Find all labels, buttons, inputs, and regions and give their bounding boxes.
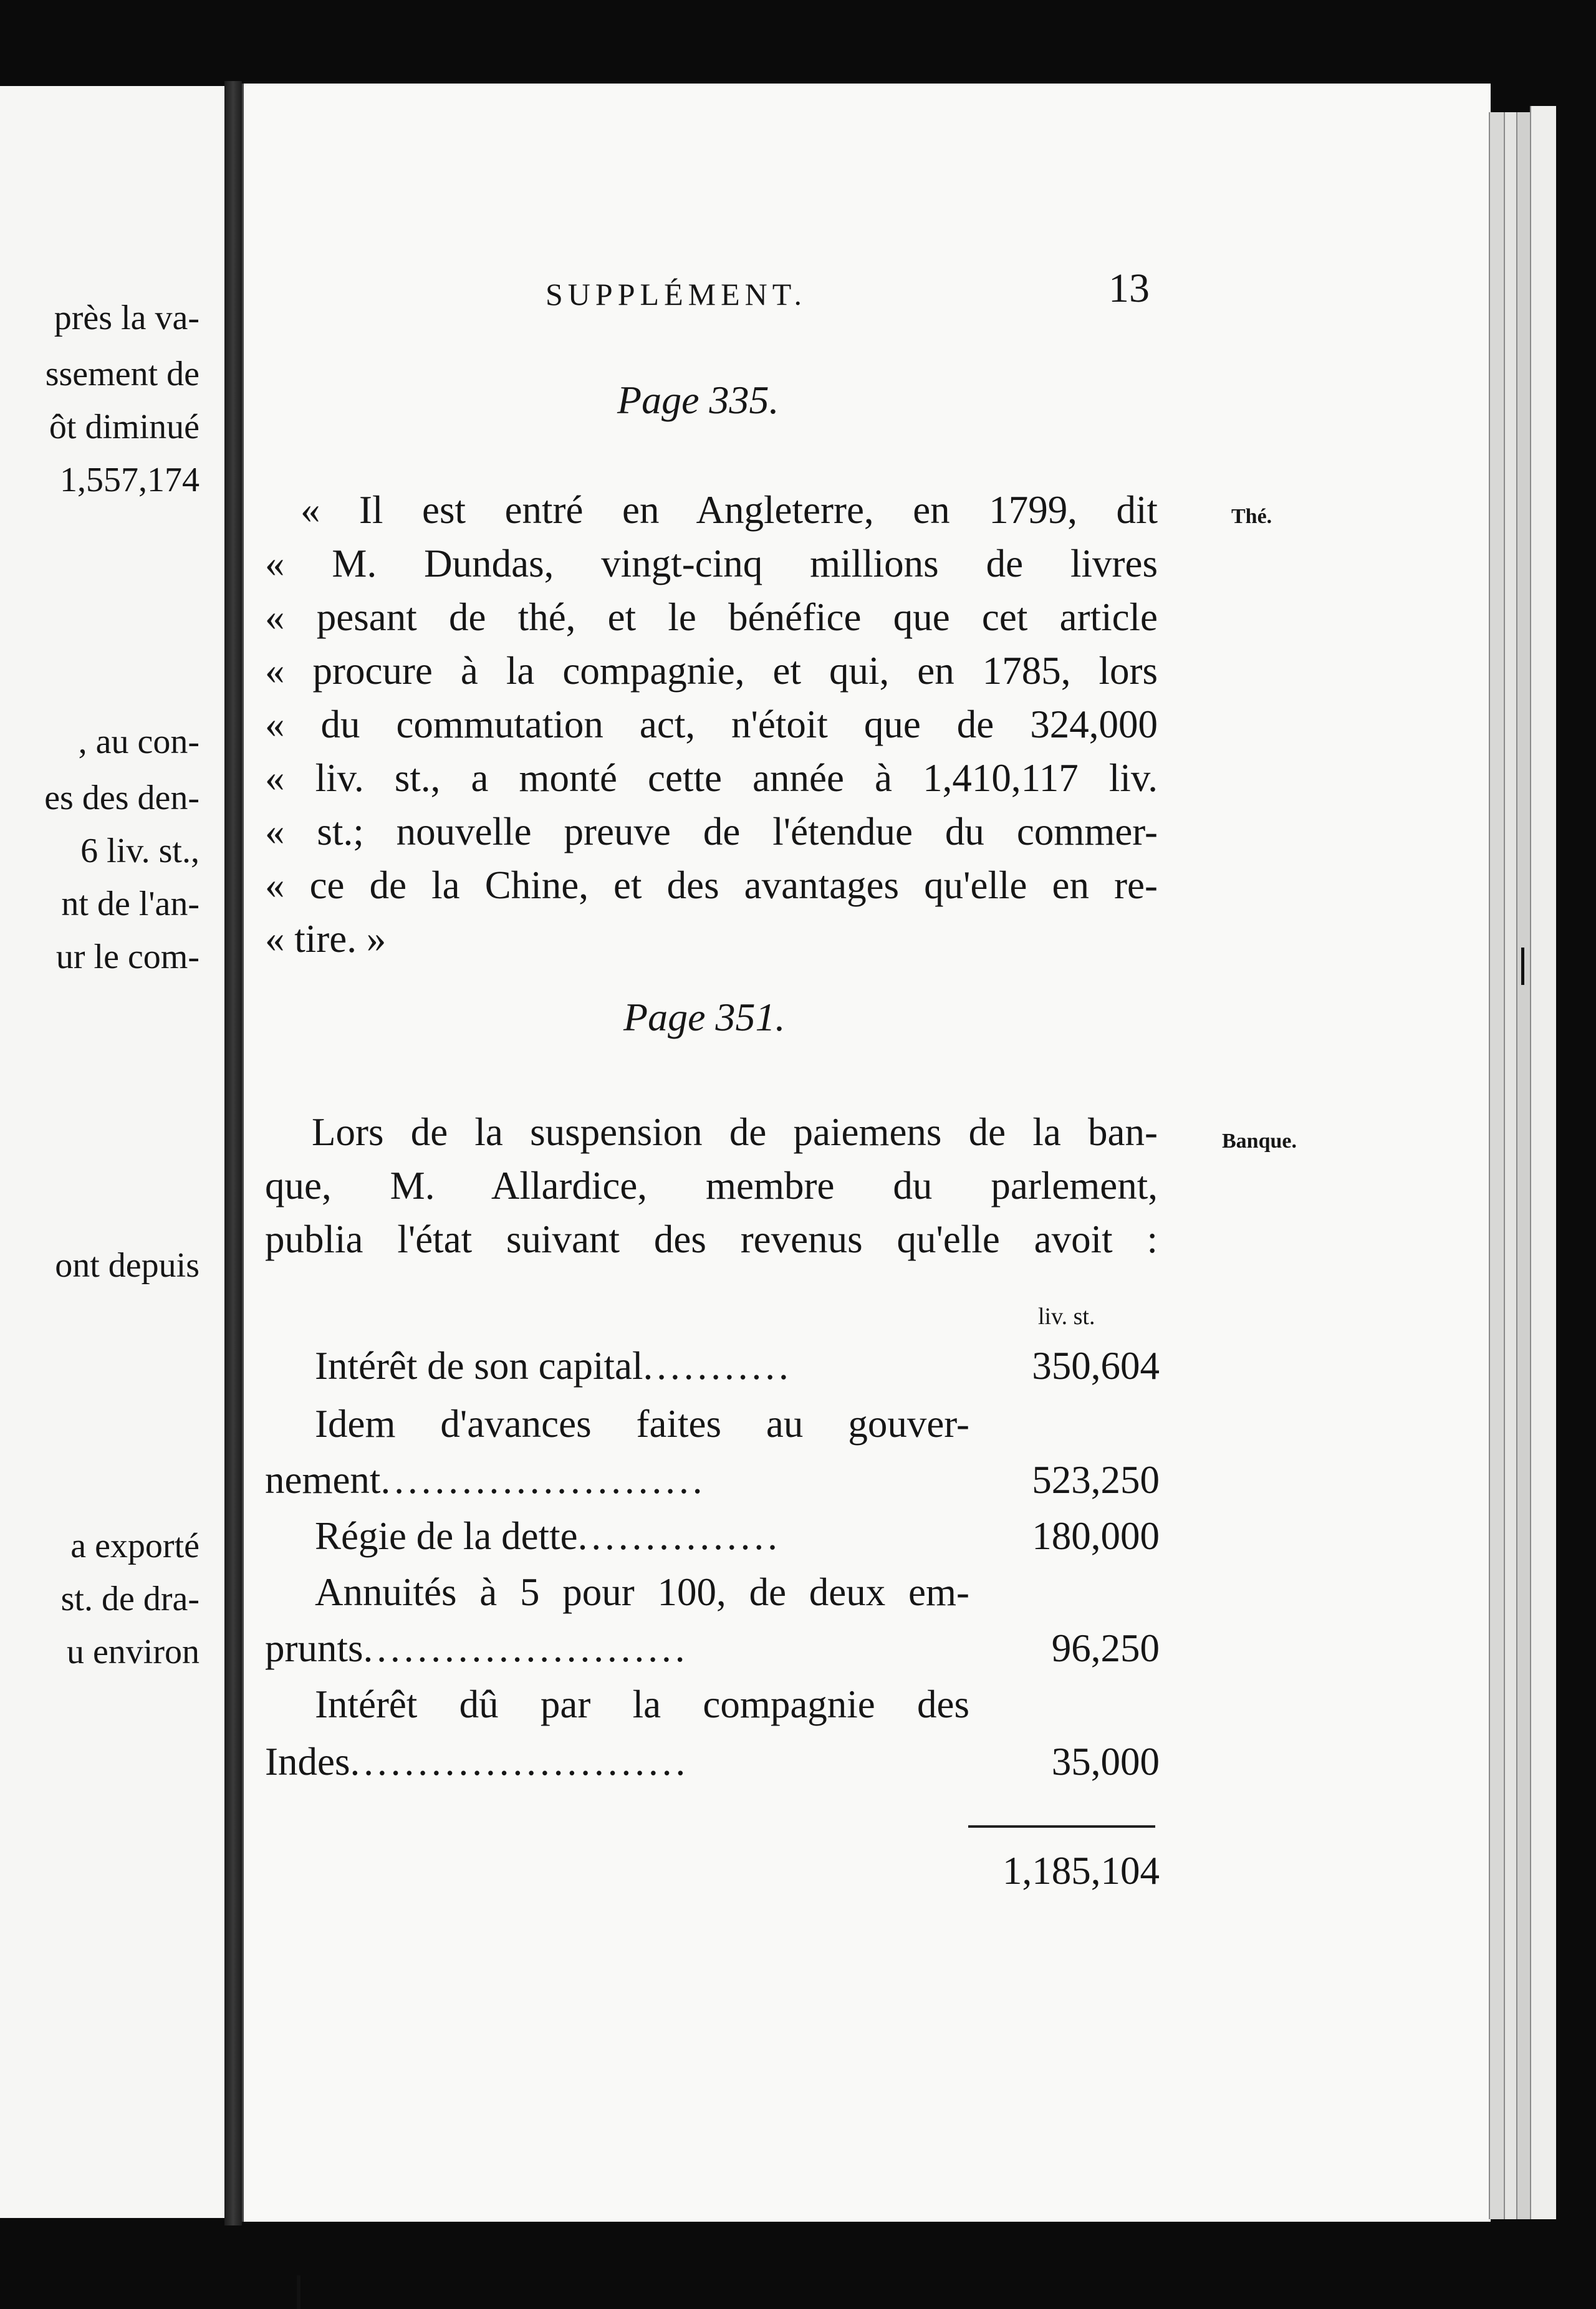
left-page-line: près la va-	[54, 299, 200, 337]
body-line: « du commutation act, n'étoit que de 324,000	[265, 703, 1158, 746]
margin-note: Banque.	[1222, 1130, 1297, 1153]
table-row-amount: 96,250	[1051, 1626, 1160, 1670]
left-page-line: 6 liv. st.,	[80, 832, 200, 870]
table-total: 1,185,104	[1002, 1849, 1160, 1893]
unit-label: liv. st.	[1038, 1303, 1095, 1330]
left-page-line: 1,557,174	[60, 461, 200, 499]
section-heading: Page 335.	[617, 378, 779, 422]
left-page-line: ur le com-	[55, 938, 200, 976]
left-page-line: ont depuis	[55, 1246, 200, 1285]
book-gutter	[224, 81, 242, 2225]
body-line: « tire. »	[265, 917, 387, 961]
table-row-label: Régie de la dette...............	[315, 1514, 781, 1558]
left-page-line: , au con-	[78, 722, 200, 761]
binding-mark	[1521, 948, 1524, 985]
body-line: « Il est entré en Angleterre, en 1799, dit	[300, 488, 1158, 532]
left-page-line: st. de dra-	[60, 1580, 200, 1618]
binding-mark	[297, 2275, 300, 2309]
body-line: « pesant de thé, et le bénéfice que cet article	[265, 595, 1158, 639]
body-line: « st.; nouvelle preuve de l'étendue du commer-	[265, 810, 1158, 853]
page-number: 13	[1108, 266, 1150, 311]
table-row-amount: 35,000	[1051, 1740, 1160, 1783]
table-row-label: Indes.........................	[265, 1740, 690, 1783]
running-head: SUPPLÉMENT.	[546, 277, 807, 312]
left-page-line: ôt diminué	[49, 408, 200, 446]
table-row-amount: 350,604	[1032, 1344, 1160, 1388]
page-edge	[1504, 112, 1517, 2219]
page-edge	[1516, 112, 1531, 2219]
left-page-line: u environ	[66, 1633, 200, 1671]
page-edge	[1530, 106, 1556, 2219]
table-row-amount: 523,250	[1032, 1458, 1160, 1502]
body-line: « M. Dundas, vingt-cinq millions de livres	[265, 542, 1158, 585]
table-row-amount: 180,000	[1032, 1514, 1160, 1558]
table-row-label: prunts........................	[265, 1626, 689, 1670]
body-line: « liv. st., a monté cette année à 1,410,117 liv.	[265, 756, 1158, 800]
left-page-line: es des den-	[44, 779, 200, 817]
body-line: « procure à la compagnie, et qui, en 1785, lors	[265, 649, 1158, 693]
body-line: que, M. Allardice, membre du parlement,	[265, 1164, 1158, 1207]
left-page-line: nt de l'an-	[61, 885, 200, 923]
table-row-label: nement........................	[265, 1458, 706, 1502]
margin-note: Thé.	[1231, 505, 1272, 528]
left-facing-page	[0, 86, 228, 2218]
table-row-label: Idem d'avances faites au gouver-	[315, 1402, 969, 1446]
total-rule	[968, 1825, 1155, 1828]
table-row-label: Intérêt dû par la compagnie des	[315, 1683, 969, 1726]
table-row-label: Intérêt de son capital...........	[315, 1344, 792, 1388]
page-edge	[1489, 112, 1505, 2219]
left-page-line: a exporté	[70, 1527, 200, 1565]
body-line: Lors de la suspension de paiemens de la ban-	[312, 1110, 1158, 1154]
body-line: « ce de la Chine, et des avantages qu'elle en re-	[265, 863, 1158, 907]
table-row-label: Annuités à 5 pour 100, de deux em-	[315, 1570, 969, 1614]
section-heading: Page 351.	[623, 995, 786, 1039]
left-page-line: ssement de	[45, 355, 200, 393]
body-line: publia l'état suivant des revenus qu'elle avoit :	[265, 1217, 1158, 1261]
